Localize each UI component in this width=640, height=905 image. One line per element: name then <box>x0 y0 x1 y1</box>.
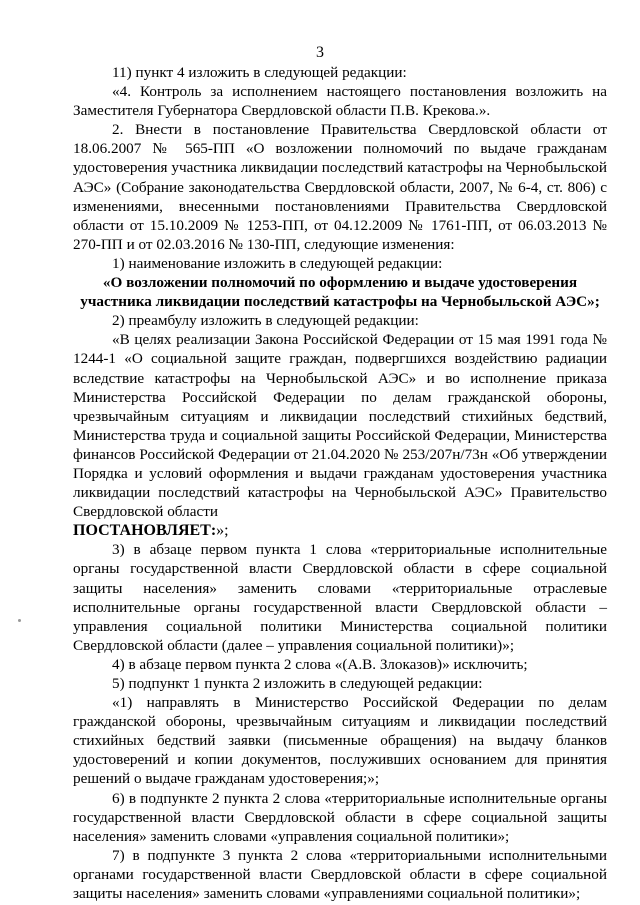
decree-line <box>73 521 607 540</box>
paragraph-preamble-text: «В целях реализации Закона Российской Федерации от 15 мая 1991 года № 1244-1 «О социальной защите граждан, подвергшихся воздействию радиации вследствие катастрофы на Чернобыльской АЭС» и во исполнение приказа Министерства Российской Федерации по делам гражданской обороны, чрезвычайным ситуациям и ликвидации последствий стихийных бедствий, Министерства труда и социальной защиты Российской Федерации, Министерства финансов Российской Федерации от 21.04.2020 № 253/207н/73н «Об утверждении Порядка и условий оформления и выдачи гражданам удостоверения участника ликвидации последствий катастрофы на Чернобыльской АЭС» Правительство Свердловской области <box>73 331 607 521</box>
new-title-line-1: «О возложении полномочий по оформлению и выдаче удостоверения <box>102 274 578 292</box>
paragraph-item-6: 6) в подпункте 2 пункта 2 слова «территориальные исполнительные органы государственной власти Свердловской области в сфере социальной защиты населения» заменить словами «управления социальной политики»; <box>73 789 607 845</box>
paragraph-item-4: 4) в абзаце первом пункта 2 слова «(А.В. Злоказов)» исключить; <box>112 655 528 673</box>
paragraph-item-3: 3) в абзаце первом пункта 1 слова «территориальные исполнительные органы государственной власти Свердловской области в сфере социальной защиты населения» заменить словами «территориальные отраслевые исполнительные органы государственной власти Свердловской области – управления социальной политики Министерства социальной политики Свердловской области (далее – управления социальной политики)»; <box>73 541 607 654</box>
paragraph-item-5: 5) подпункт 1 пункта 2 изложить в следующей редакции: <box>112 675 483 692</box>
decree-word: ПОСТАНОВЛЯЕТ: <box>73 522 217 540</box>
document-body <box>73 63 607 903</box>
paragraph-amend-resolution: 2. Внести в постановление Правительства Свердловской области от 18.06.2007 № 565-ПП «О возложении полномочий по выдаче гражданам удостоверения участника ликвидации последствий катастрофы на Чернобыльской АЭС» (Собрание законодательства Свердловской области, 2007, № 6-4, ст. 806) с изменениями, внесенными постановлениями Правительства Свердловской области от 15.10.2009 № 1253-ПП, от 04.12.2009 № 1761-ПП, от 06.03.2013 № 270-ПП и от 02.03.2016 № 130-ПП, следующие изменения: <box>73 121 607 253</box>
paragraph-quote-control: «4. Контроль за исполнением настоящего постановления возложить на Заместителя Губернатора Свердловской области П.В. Крекова.». <box>73 83 607 120</box>
new-title-line-2: участника ликвидации последствий катастрофы на Чернобыльской АЭС»; <box>80 293 600 311</box>
decree-tail: »; <box>216 522 229 540</box>
margin-dot <box>18 619 21 622</box>
paragraph-quote-subitem-1: «1) направлять в Министерство Российской Федерации по делам гражданской обороны, чрезвычайным ситуациям и ликвидации последствий стихийных бедствий заявки (письменные обращения) на выдачу бланков удостоверений и копии документов, послуживших основанием для принятия решений о выдаче гражданам удостоверения;»; <box>73 694 607 788</box>
page-number: 3 <box>316 44 324 61</box>
paragraph-name-change: 1) наименование изложить в следующей редакции: <box>112 254 443 272</box>
paragraph-item-7: 7) в подпункте 3 пункта 2 слова «территориальными исполнительными органами государственной власти Свердловской области в сфере социальной защиты населения» заменить словами «управлениями социальной политики»; <box>73 846 607 903</box>
paragraph-preamble-intro: 2) преамбулу изложить в следующей редакции: <box>112 312 419 330</box>
paragraph-item-11: 11) пункт 4 изложить в следующей редакции: <box>112 64 407 81</box>
